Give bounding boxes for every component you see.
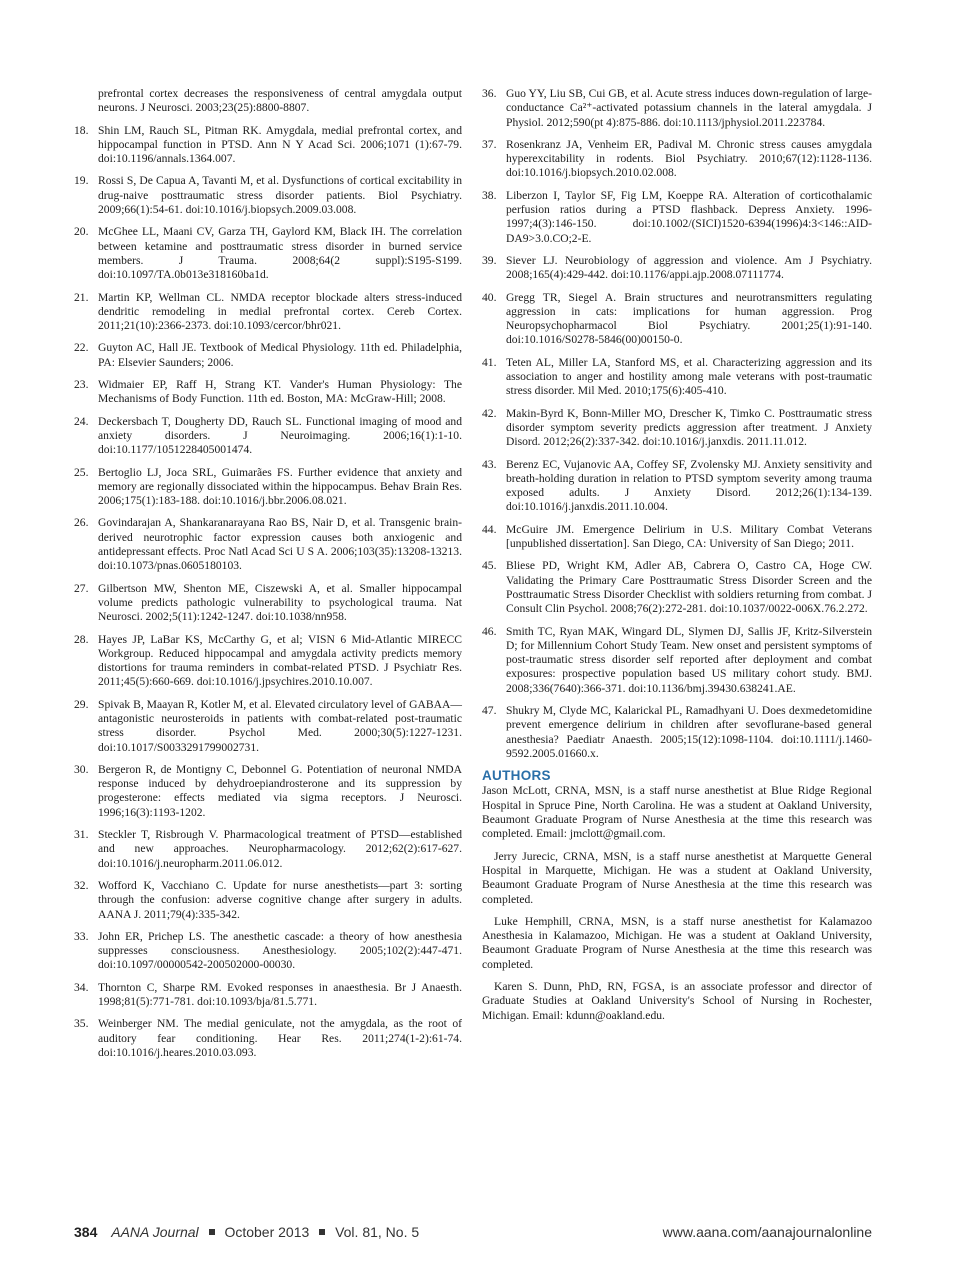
reference-text: Shukry M, Clyde MC, Kalarickal PL, Ramadhyani U. Does dexmedetomidine prevent emergence delirium in children after sevoflurane-based general anesthesia? Paediatr Anaesth. 2005;15(12):1098-1104. doi:10.1111/j.1460-9592.2005.01660.x. bbox=[506, 703, 872, 760]
reference-number: 41. bbox=[482, 355, 497, 369]
reference-text: Hayes JP, LaBar KS, McCarthy G, et al; VISN 6 Mid-Atlantic MIRECC Workgroup. Reduced hippocampal and amygdala activity predicts memory distortions for trauma reminders in combat-related PTSD. J Psychiatr Res. 2011;45(5):660-669. doi:10.1016/j.jpsychires.2010.10.007. bbox=[98, 632, 462, 689]
reference-number: 34. bbox=[74, 980, 89, 994]
reference-item bbox=[74, 341, 462, 370]
reference-number: 47. bbox=[482, 703, 497, 717]
reference-text: Siever LJ. Neurobiology of aggression and violence. Am J Psychiatry. 2008;165(4):429-442. doi:10.1176/appi.ajp.2008.07111774. bbox=[506, 253, 872, 282]
reference-number: 46. bbox=[482, 624, 497, 638]
reference-item bbox=[482, 254, 872, 283]
reference-number: 22. bbox=[74, 341, 89, 355]
reference-item bbox=[74, 174, 462, 217]
reference-text: Wofford K, Vacchiano C. Update for nurse anesthetists—part 3: sorting through the confusion: adverse cognitive change after surgery in adults. AANA J. 2011;79(4):335-342. bbox=[98, 878, 462, 921]
author-bio: Karen S. Dunn, PhD, RN, FGSA, is an associate professor and director of Graduate Studies at Oakland University's School of Nursing in Rochester, Michigan. Email: kdunn@oakland.edu. bbox=[482, 980, 872, 1022]
authors-heading: AUTHORS bbox=[482, 768, 551, 784]
reference-text: Rossi S, De Capua A, Tavanti M, et al. Dysfunctions of cortical excitability in drug-naive posttraumatic stress disorder patients. Biol Psychiatry. 2009;66(1):54-61. doi:10.1016/j.biopsych.2009.03.008. bbox=[98, 174, 462, 217]
reference-item bbox=[482, 458, 872, 515]
reference-item bbox=[74, 225, 462, 282]
journal-name: AANA Journal bbox=[111, 1224, 199, 1240]
separator-square-icon bbox=[319, 1229, 325, 1235]
reference-text: Gilbertson MW, Shenton ME, Ciszewski A, et al. Smaller hippocampal volume predicts pathologic vulnerability to psychological trauma. Nat Neurosci. 2002;5(11):1242-1247. doi:10.1038/nn958. bbox=[98, 581, 462, 624]
reference-number: 28. bbox=[74, 632, 89, 646]
reference-number: 42. bbox=[482, 406, 497, 420]
reference-item bbox=[482, 559, 872, 616]
reference-item bbox=[74, 981, 462, 1010]
reference-number: 36. bbox=[482, 87, 497, 100]
reference-number: 31. bbox=[74, 828, 89, 842]
reference-number: 20. bbox=[74, 225, 89, 239]
reference-item bbox=[74, 291, 462, 334]
reference-item bbox=[482, 523, 872, 552]
reference-item bbox=[482, 87, 872, 130]
reference-item bbox=[74, 633, 462, 690]
reference-text: Guyton AC, Hall JE. Textbook of Medical Physiology. 11th ed. Philadelphia, PA: Elsevier Saunders; 2006. bbox=[98, 341, 462, 369]
reference-item bbox=[482, 138, 872, 181]
page-number: 384 bbox=[74, 1224, 98, 1240]
reference-text: John ER, Prichep LS. The anesthetic cascade: a theory of how anesthesia suppresses consciousness. Anesthesiology. 2005;102(2):447-471. doi:10.1097/00000542-200502000-00030. bbox=[98, 929, 462, 972]
reference-text: Makin-Byrd K, Bonn-Miller MO, Drescher K, Timko C. Posttraumatic stress disorder symptom severity predicts aggression after treatment. J Anxiety Disord. 2012;26(2):337-342. doi:10.1016/j.janxdis. 2011.11.012. bbox=[506, 406, 872, 449]
reference-item bbox=[74, 124, 462, 167]
reference-item bbox=[74, 378, 462, 407]
reference-item bbox=[74, 763, 462, 820]
reference-item bbox=[74, 1017, 462, 1060]
reference-text: Guo YY, Liu SB, Cui GB, et al. Acute stress induces down-regulation of large-conductance Ca²⁺-activated potassium channels in the lateral amygdala. J Physiol. 2012;590(pt 4):875-886. doi:10.1113/jphysiol.2011.223784. bbox=[506, 87, 872, 129]
reference-number: 18. bbox=[74, 123, 89, 137]
reference-item bbox=[482, 625, 872, 696]
reference-item bbox=[74, 516, 462, 573]
reference-item bbox=[482, 704, 872, 761]
reference-text: Weinberger NM. The medial geniculate, not the amygdala, as the root of auditory fear conditioning. Hear Res. 2011;274(1-2):61-74. doi:10.1016/j.heares.2010.03.093. bbox=[98, 1017, 462, 1059]
reference-text: Martin KP, Wellman CL. NMDA receptor blockade alters stress-induced dendritic remodeling in medial prefrontal cortex. Cereb Cortex. 2011;21(10):2366-2373. doi:10.1093/cercor/bhr021. bbox=[98, 290, 462, 333]
reference-text: Govindarajan A, Shankaranarayana Rao BS, Nair D, et al. Transgenic brain-derived neurotrophic factor expression causes both anxiogenic and antidepressant effects. Proc Natl Acad Sci U S A. 2006;103(35):13208-13213. doi:10.1073/pnas.0605180103. bbox=[98, 516, 462, 573]
reference-text: Thornton C, Sharpe RM. Evoked responses in anaesthesia. Br J Anaesth. 1998;81(5):771-781. doi:10.1093/bja/81.5.771. bbox=[98, 980, 462, 1009]
reference-item bbox=[74, 698, 462, 755]
reference-text: Gregg TR, Siegel A. Brain structures and neurotransmitters regulating aggression in cats: implications for human aggression. Prog Neuropsychopharmacol Biol Psychiatry. 2001;25(1):91-140. doi:10.1016/S0278-5846(00)00150-0. bbox=[506, 290, 872, 347]
reference-item bbox=[482, 291, 872, 348]
reference-item bbox=[482, 189, 872, 246]
reference-text: Spivak B, Maayan R, Kotler M, et al. Elevated circulatory level of GABAA—antagonistic neurosteroids in patients with combat-related post-traumatic stress disorder. Psychol Med. 2000;30(5):1227-1231. doi:10.1017/S0033291799002731. bbox=[98, 697, 462, 754]
reference-text: Bliese PD, Wright KM, Adler AB, Cabrera O, Castro CA, Hoge CW. Validating the Primary Care Posttraumatic Stress Disorder Screen and the Posttraumatic Stress Disorder Checklist with soldiers returning from combat. J Consult Clin Psychol. 2008;76(2):272-281. doi:10.1037/0022-006X.76.2.272. bbox=[506, 559, 872, 616]
reference-item bbox=[482, 407, 872, 450]
reference-item bbox=[74, 466, 462, 509]
reference-number: 43. bbox=[482, 457, 497, 471]
author-bio: Luke Hemphill, CRNA, MSN, is a staff nurse anesthetist for Kalamazoo Anesthesia in Kalamazoo, Michigan. He was a student at Oakland University, Beaumont Graduate Program of Nurse Anesthesia at the time this research was completed. bbox=[482, 914, 872, 971]
reference-text: Steckler T, Risbrough V. Pharmacological treatment of PTSD—established and new approaches. Neuropharmacology. 2012;62(2):617-627. doi:10.1016/j.neuropharm.2011.06.012. bbox=[98, 828, 462, 870]
reference-number: 27. bbox=[74, 581, 89, 595]
reference-column-left bbox=[74, 87, 462, 1068]
reference-number: 39. bbox=[482, 253, 497, 267]
reference-text: Deckersbach T, Dougherty DD, Rauch SL. Functional imaging of mood and anxiety disorders. J Neuroimaging. 2006;16(1):1-10. doi:10.1177/1051228405001474. bbox=[98, 414, 462, 457]
reference-list-left bbox=[74, 124, 462, 1061]
reference-text: Bertoglio LJ, Joca SRL, Guimarães FS. Further evidence that anxiety and memory are regionally dissociated within the hippocampus. Behav Brain Res. 2006;175(1):183-188. doi:10.1016/j.bbr.2006.08.021. bbox=[98, 465, 462, 508]
reference-number: 19. bbox=[74, 174, 89, 188]
separator-square-icon bbox=[209, 1229, 215, 1235]
authors-section bbox=[482, 784, 872, 1022]
journal-url-link[interactable]: www.aana.com/aanajournalonline bbox=[662, 1224, 872, 1240]
reference-number: 32. bbox=[74, 878, 89, 892]
reference-number: 45. bbox=[482, 559, 497, 573]
reference-item bbox=[74, 930, 462, 973]
reference-number: 40. bbox=[482, 290, 497, 304]
reference-item bbox=[74, 828, 462, 871]
author-bio: Jason McLott, CRNA, MSN, is a staff nurse anesthetist at Blue Ridge Regional Hospital in Spruce Pine, North Carolina. He was a student at Oakland University, Beaumont Graduate Program of Nurse Anesthesia at the time this research was completed. Email: jmclott@gmail.com. bbox=[482, 784, 872, 841]
reference-continuation: prefrontal cortex decreases the responsiveness of central amygdala output neurons. J Neurosci. 2003;23(25):8800-8807. bbox=[98, 87, 462, 115]
issue-date: October 2013 bbox=[224, 1224, 310, 1240]
reference-number: 38. bbox=[482, 188, 497, 202]
reference-column-right bbox=[482, 87, 872, 1031]
reference-number: 25. bbox=[74, 465, 89, 479]
reference-number: 23. bbox=[74, 378, 89, 392]
reference-item bbox=[74, 415, 462, 458]
reference-text: McGhee LL, Maani CV, Garza TH, Gaylord KM, Black IH. The correlation between ketamine and posttraumatic stress disorder in burned service members. J Trauma. 2008;64(2 suppl):S195-S199. doi:10.1097/TA.0b013e318160ba1d. bbox=[98, 225, 462, 282]
reference-item bbox=[74, 879, 462, 922]
reference-text: Bergeron R, de Montigny C, Debonnel G. Potentiation of neuronal NMDA response induced by dehydroepiandrosterone and its suppression by progesterone: effects mediated via sigma receptors. J Neurosci. 1996;16(3):1193-1202. bbox=[98, 762, 462, 819]
reference-item bbox=[482, 356, 872, 399]
author-bio: Jerry Jurecic, CRNA, MSN, is a staff nurse anesthetist at Marquette General Hospital in Marquette, Michigan. He was a student at Oakland University, Beaumont Graduate Program of Nurse Anesthesia at the time this research was completed. bbox=[482, 849, 872, 906]
reference-number: 21. bbox=[74, 290, 89, 304]
reference-number: 35. bbox=[74, 1017, 89, 1031]
reference-number: 29. bbox=[74, 697, 89, 711]
page-footer bbox=[74, 1224, 872, 1244]
reference-text: Rosenkranz JA, Venheim ER, Padival M. Chronic stress causes amygdala hyperexcitability in rodents. Biol Psychiatry. 2010;67(12):1128-1136. doi:10.1016/j.biopsych.2010.02.008. bbox=[506, 137, 872, 180]
reference-number: 33. bbox=[74, 929, 89, 943]
reference-number: 24. bbox=[74, 414, 89, 428]
reference-text: Liberzon I, Taylor SF, Fig LM, Koeppe RA. Alteration of corticothalamic perfusion ratios during a PTSD flashback. Depress Anxiety. 1996-1997;4(3):146-150. doi:10.1002/(SICI)1520-6394(1996)4:3<146::AID-DA9>3.0.CO;2-E. bbox=[506, 188, 872, 245]
reference-number: 30. bbox=[74, 762, 89, 776]
reference-text: Widmaier EP, Raff H, Strang KT. Vander's Human Physiology: The Mechanisms of Body Function. 11th ed. Boston, MA: McGraw-Hill; 2008. bbox=[98, 378, 462, 406]
reference-list-right bbox=[482, 87, 872, 761]
reference-text: Shin LM, Rauch SL, Pitman RK. Amygdala, medial prefrontal cortex, and hippocampal function in PTSD. Ann N Y Acad Sci. 2006;1071 (1):67-79. doi:10.1196/annals.1364.007. bbox=[98, 123, 462, 166]
reference-number: 44. bbox=[482, 522, 497, 536]
reference-item bbox=[74, 582, 462, 625]
reference-text: Smith TC, Ryan MAK, Wingard DL, Slymen DJ, Sallis JF, Kritz-Silverstein D; for Millennium Cohort Study Team. New onset and persistent symptoms of post-traumatic stress disorder self reported after deployment and combat exposures: prospective population based US military cohort study. BMJ. 2008;336(7640):366-371. doi:10.1136/bmj.39430.638241.AE. bbox=[506, 624, 872, 695]
reference-text: Berenz EC, Vujanovic AA, Coffey SF, Zvolensky MJ. Anxiety sensitivity and breath-holding duration in relation to PTSD symptom severity among trauma exposed adults. J Anxiety Disord. 2012;26(1):134-139. doi:10.1016/j.janxdis.2011.10.004. bbox=[506, 457, 872, 514]
reference-number: 37. bbox=[482, 137, 497, 151]
reference-number: 26. bbox=[74, 516, 89, 530]
reference-text: Teten AL, Miller LA, Stanford MS, et al. Characterizing aggression and its association to anger and hostility among male veterans with post-traumatic stress disorder. Mil Med. 2010;175(6):405-410. bbox=[506, 355, 872, 398]
volume-issue: Vol. 81, No. 5 bbox=[335, 1224, 420, 1240]
reference-text: McGuire JM. Emergence Delirium in U.S. Military Combat Veterans [unpublished dissertation]. San Diego, CA: University of San Diego; 2011. bbox=[506, 522, 872, 551]
